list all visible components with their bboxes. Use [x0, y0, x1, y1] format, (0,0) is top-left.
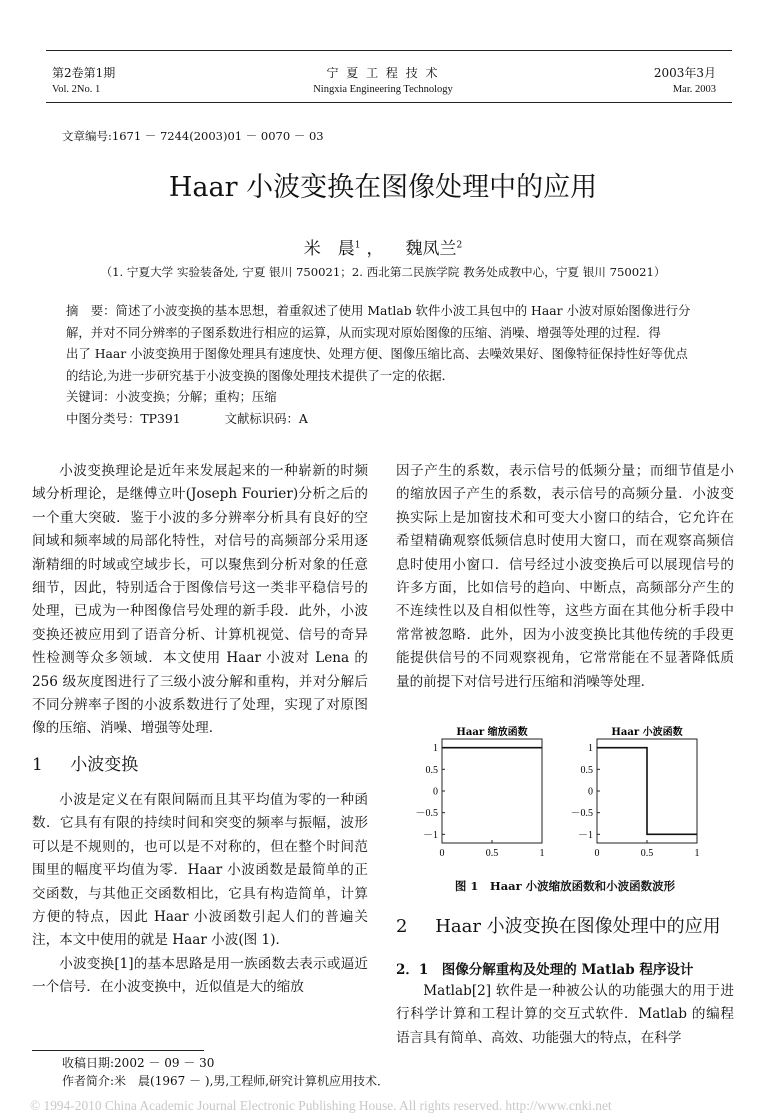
- received-date: 收稿日期:2002 － 09 － 30: [62, 1056, 215, 1070]
- author-1-sup: 1: [354, 240, 361, 251]
- clc-number: 中图分类号：TP391: [66, 410, 181, 426]
- x-tick-label: 0: [439, 848, 445, 859]
- abstract-line-4: 的结论,为进一步研究基于小波变换的图像处理技术提供了一定的依据．: [66, 367, 455, 383]
- y-tick-label: －0.5: [415, 808, 438, 820]
- right-column-bottom: [396, 980, 734, 1050]
- abstract-line-1: 摘 要：简述了小波变换的基本思想，着重叙述了使用 Matlab 软件小波工具包中的 Haar 小波对原始图像进行分: [66, 303, 691, 318]
- y-tick-label: 1: [588, 743, 593, 755]
- section-2-heading: [396, 915, 721, 939]
- keywords: 关键词：小波变换；分解；重构；压缩: [66, 389, 277, 404]
- y-tick-label: －1: [578, 829, 593, 841]
- intro-paragraph: 小波变换理论是近年来发展起来的一种崭新的时频域分析理论，是继傅立叶(Joseph Fourier)分析之后的一个重大突破．鉴于小波的多分辨率分析具有良好的空间域和频率域的局部化特性，对信号的高频部分采用逐渐精细的时域或空域步长，可以聚焦到分析对象的任意细节，因此，特别适合于图像信号这一类非平稳信号的处理，已成为一种图像信号处理的新手段．此外，小波变换还被应用到了语音分析、计算机视觉、信号的奇异性检测等众多领域．本文使用 Haar 小波对 Lena 的 256 级灰度图进行了三级小波分解和重构，并对分解后不同分辨率子图的小波系数进行了处理，实现了对原图像的压缩、消噪、增强等处理．: [32, 463, 368, 737]
- chart-title: Haar 小波函数: [611, 727, 683, 738]
- article-number: 文章编号:1671 － 7244(2003)01 － 0070 － 03: [62, 129, 324, 143]
- journal-name-en: Ningxia Engineering Technology: [313, 84, 453, 95]
- series-line: [597, 748, 697, 835]
- wavelet-function-chart: [571, 725, 700, 859]
- right-column-top: [396, 460, 734, 694]
- chart-title: Haar 缩放函数: [456, 727, 528, 738]
- issue-label-cn: 第2卷第1期: [52, 66, 116, 80]
- issue-label-en: Vol. 2No. 1: [52, 84, 101, 95]
- author-line: [60, 234, 706, 259]
- subsection-2-1-heading: 2．1 图像分解重构及处理的 Matlab 程序设计: [396, 962, 694, 978]
- y-tick-label: 0.5: [425, 764, 438, 776]
- y-tick-label: －0.5: [570, 808, 593, 820]
- paper-title: Haar 小波变换在图像处理中的应用: [168, 172, 598, 203]
- document-code: 文献标识码：A: [224, 410, 308, 426]
- date-cn: 2003年3月: [653, 66, 716, 80]
- header-top-rule: [46, 50, 732, 51]
- scaling-function-chart: [416, 725, 545, 859]
- abstract-block: [66, 300, 706, 429]
- abstract-line-3: 出了 Haar 小波变换用于图像处理具有速度快、处理方便、图像压缩比高、去噪效果好、图像特征保持性好等优点: [66, 346, 688, 361]
- section-2-title: Haar 小波变换在图像处理中的应用: [435, 916, 721, 937]
- y-tick-label: 1: [433, 743, 438, 755]
- left-column: [32, 460, 368, 1000]
- affiliation: （1. 宁夏大学 实验装备处, 宁夏 银川 750021；2. 西北第二民族学院 教务处成教中心，宁夏 银川 750021）: [100, 265, 666, 279]
- plot-frame: [442, 739, 542, 843]
- section-1-paragraph-1: 小波是定义在有限间隔而且其平均值为零的一种函数．它具有有限的持续时间和突变的频率与振幅，波形可以是不规则的，也可以是不对称的，但在整个时间范围里的幅度平均值为零．Haar 小波函数是最简单的正交函数，与其他正交函数相比，它具有构造简单，计算方便的特点，因此 Haar 小波函数引起人们的普遍关注，本文中使用的就是 Haar 小波(图 1)．: [32, 791, 368, 949]
- abstract-line-2: 解，并对不同分辨率的子图系数进行相应的运算，从而实现对原始图像的压缩、消噪、增强等处理的过程．得: [66, 324, 661, 340]
- y-tick-label: －1: [423, 829, 438, 841]
- section-1-title: 小波变换: [70, 754, 139, 775]
- subsection-2-1-paragraph: Matlab[2] 软件是一种被公认的功能强大的用于进行科学计算和工程计算的交互式软件．Matlab 的编程语言具有简单、高效、功能强大的特点，在科学: [396, 983, 734, 1046]
- author-2-sup: 2: [456, 240, 463, 251]
- figure-1: [410, 725, 710, 870]
- x-tick-label: 0: [594, 848, 600, 859]
- y-tick-label: 0: [433, 786, 438, 798]
- y-tick-label: 0.5: [580, 764, 593, 776]
- x-tick-label: 1: [539, 848, 545, 859]
- author-separator: ，: [366, 239, 384, 259]
- journal-name-cn: 宁 夏 工 程 技 术: [326, 66, 440, 80]
- x-tick-label: 1: [694, 848, 700, 859]
- author-1: 米 晨: [303, 239, 355, 259]
- date-en: Mar. 2003: [672, 84, 716, 95]
- figure-1-caption: 图 1 Haar 小波缩放函数和小波函数波形: [454, 879, 676, 893]
- author-bio: 作者简介:米 晨(1967 － ),男,工程师,研究计算机应用技术．: [62, 1074, 390, 1088]
- section-2-number: 2: [396, 916, 408, 937]
- footnote-rule: [32, 1050, 204, 1051]
- author-2: 魏凤兰: [405, 239, 457, 259]
- classification-line: [66, 408, 706, 430]
- continued-paragraph: 因子产生的系数，表示信号的低频分量；而细节值是小的缩放因子产生的系数，表示信号的高频分量．小波变换实际上是加窗技术和可变大小窗口的结合，它允许在希望精确观察低频信息时使用大窗口，而在观察高频信息时使用小窗口．信号经过小波变换后可以展现信号的许多方面，比如信号的趋向、中断点，高频部分产生的不连续性以及自相似性等，这些方面在其他分析手段中常常被忽略．此外，因为小波变换比其他传统的手段更能提供信号的不同观察视角，它常常能在不显著降低质量的前提下对信号进行压缩和消噪等处理．: [396, 463, 734, 690]
- x-tick-label: 0.5: [640, 848, 654, 859]
- y-tick-label: 0: [588, 786, 593, 798]
- x-tick-label: 0.5: [485, 848, 499, 859]
- header-bottom-rule: [46, 102, 732, 103]
- copyright-watermark: © 1994-2010 China Academic Journal Electronic Publishing House. All rights reserved. http://www.cnki.net: [30, 1098, 612, 1113]
- section-1-number: 1: [32, 754, 43, 775]
- section-1-paragraph-2: 小波变换[1]的基本思路是用一族函数去表示或逼近一个信号．在小波变换中，近似值是大的缩放: [32, 955, 368, 996]
- section-1-heading: [32, 753, 368, 777]
